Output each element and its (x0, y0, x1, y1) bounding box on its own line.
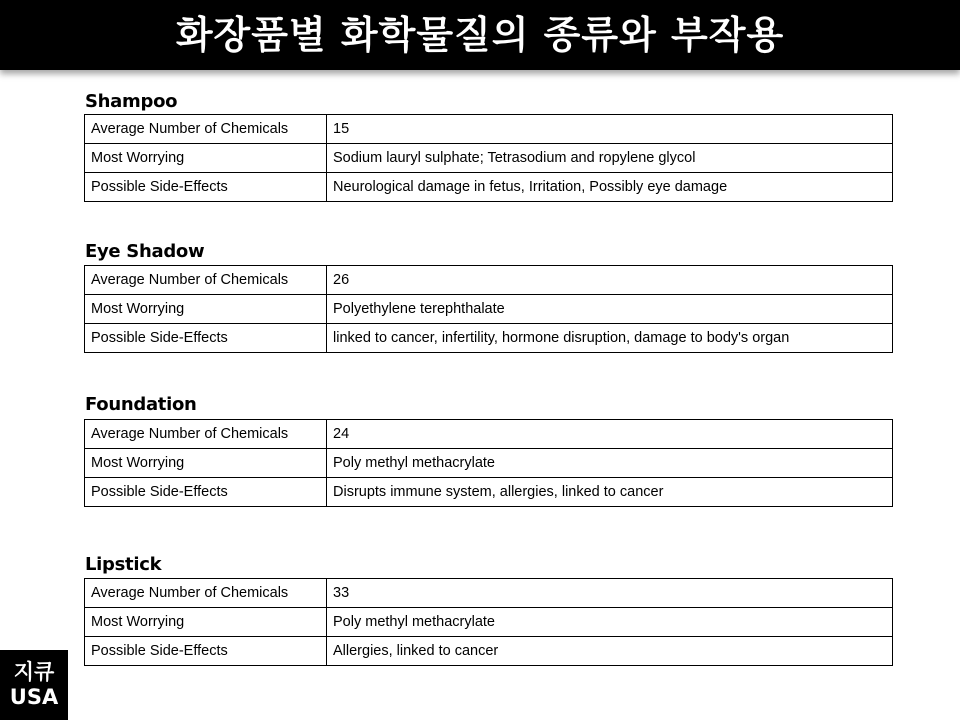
most-worrying-value: Sodium lauryl sulphate; Tetrasodium and ropylene glycol (327, 144, 893, 173)
avg-chemicals-label: Average Number of Chemicals (85, 579, 327, 608)
section-heading-shampoo: Shampoo (85, 91, 178, 112)
most-worrying-label: Most Worrying (85, 449, 327, 478)
table-row (85, 144, 893, 173)
badge-line-1: 지큐 (13, 659, 55, 684)
lipstick-table (84, 578, 893, 666)
avg-chemicals-label: Average Number of Chemicals (85, 266, 327, 295)
table-row (85, 295, 893, 324)
side-effects-value: Disrupts immune system, allergies, linked to cancer (327, 478, 893, 507)
foundation-table (84, 419, 893, 507)
title-bar (0, 0, 960, 70)
table-row (85, 449, 893, 478)
most-worrying-label: Most Worrying (85, 144, 327, 173)
source-badge (0, 650, 68, 720)
shampoo-table (84, 114, 893, 202)
avg-chemicals-value: 33 (327, 579, 893, 608)
side-effects-label: Possible Side-Effects (85, 478, 327, 507)
section-heading-foundation: Foundation (85, 394, 197, 415)
side-effects-label: Possible Side-Effects (85, 637, 327, 666)
most-worrying-label: Most Worrying (85, 608, 327, 637)
most-worrying-value: Polyethylene terephthalate (327, 295, 893, 324)
table-row (85, 579, 893, 608)
table-row (85, 608, 893, 637)
avg-chemicals-label: Average Number of Chemicals (85, 420, 327, 449)
side-effects-label: Possible Side-Effects (85, 173, 327, 202)
table-row (85, 478, 893, 507)
table-row (85, 115, 893, 144)
avg-chemicals-label: Average Number of Chemicals (85, 115, 327, 144)
section-heading-lipstick: Lipstick (85, 554, 162, 575)
avg-chemicals-value: 26 (327, 266, 893, 295)
side-effects-label: Possible Side-Effects (85, 324, 327, 353)
page-title: 화장품별 화학물질의 종류와 부작용 (175, 13, 785, 57)
most-worrying-value: Poly methyl methacrylate (327, 449, 893, 478)
avg-chemicals-value: 15 (327, 115, 893, 144)
eye-shadow-table (84, 265, 893, 353)
badge-line-2: USA (9, 685, 59, 709)
table-row (85, 324, 893, 353)
table-row (85, 637, 893, 666)
most-worrying-value: Poly methyl methacrylate (327, 608, 893, 637)
side-effects-value: Neurological damage in fetus, Irritation, Possibly eye damage (327, 173, 893, 202)
side-effects-value: linked to cancer, infertility, hormone disruption, damage to body's organ (327, 324, 893, 353)
side-effects-value: Allergies, linked to cancer (327, 637, 893, 666)
table-row (85, 420, 893, 449)
most-worrying-label: Most Worrying (85, 295, 327, 324)
avg-chemicals-value: 24 (327, 420, 893, 449)
table-row (85, 173, 893, 202)
section-heading-eye-shadow: Eye Shadow (85, 241, 205, 262)
table-row (85, 266, 893, 295)
